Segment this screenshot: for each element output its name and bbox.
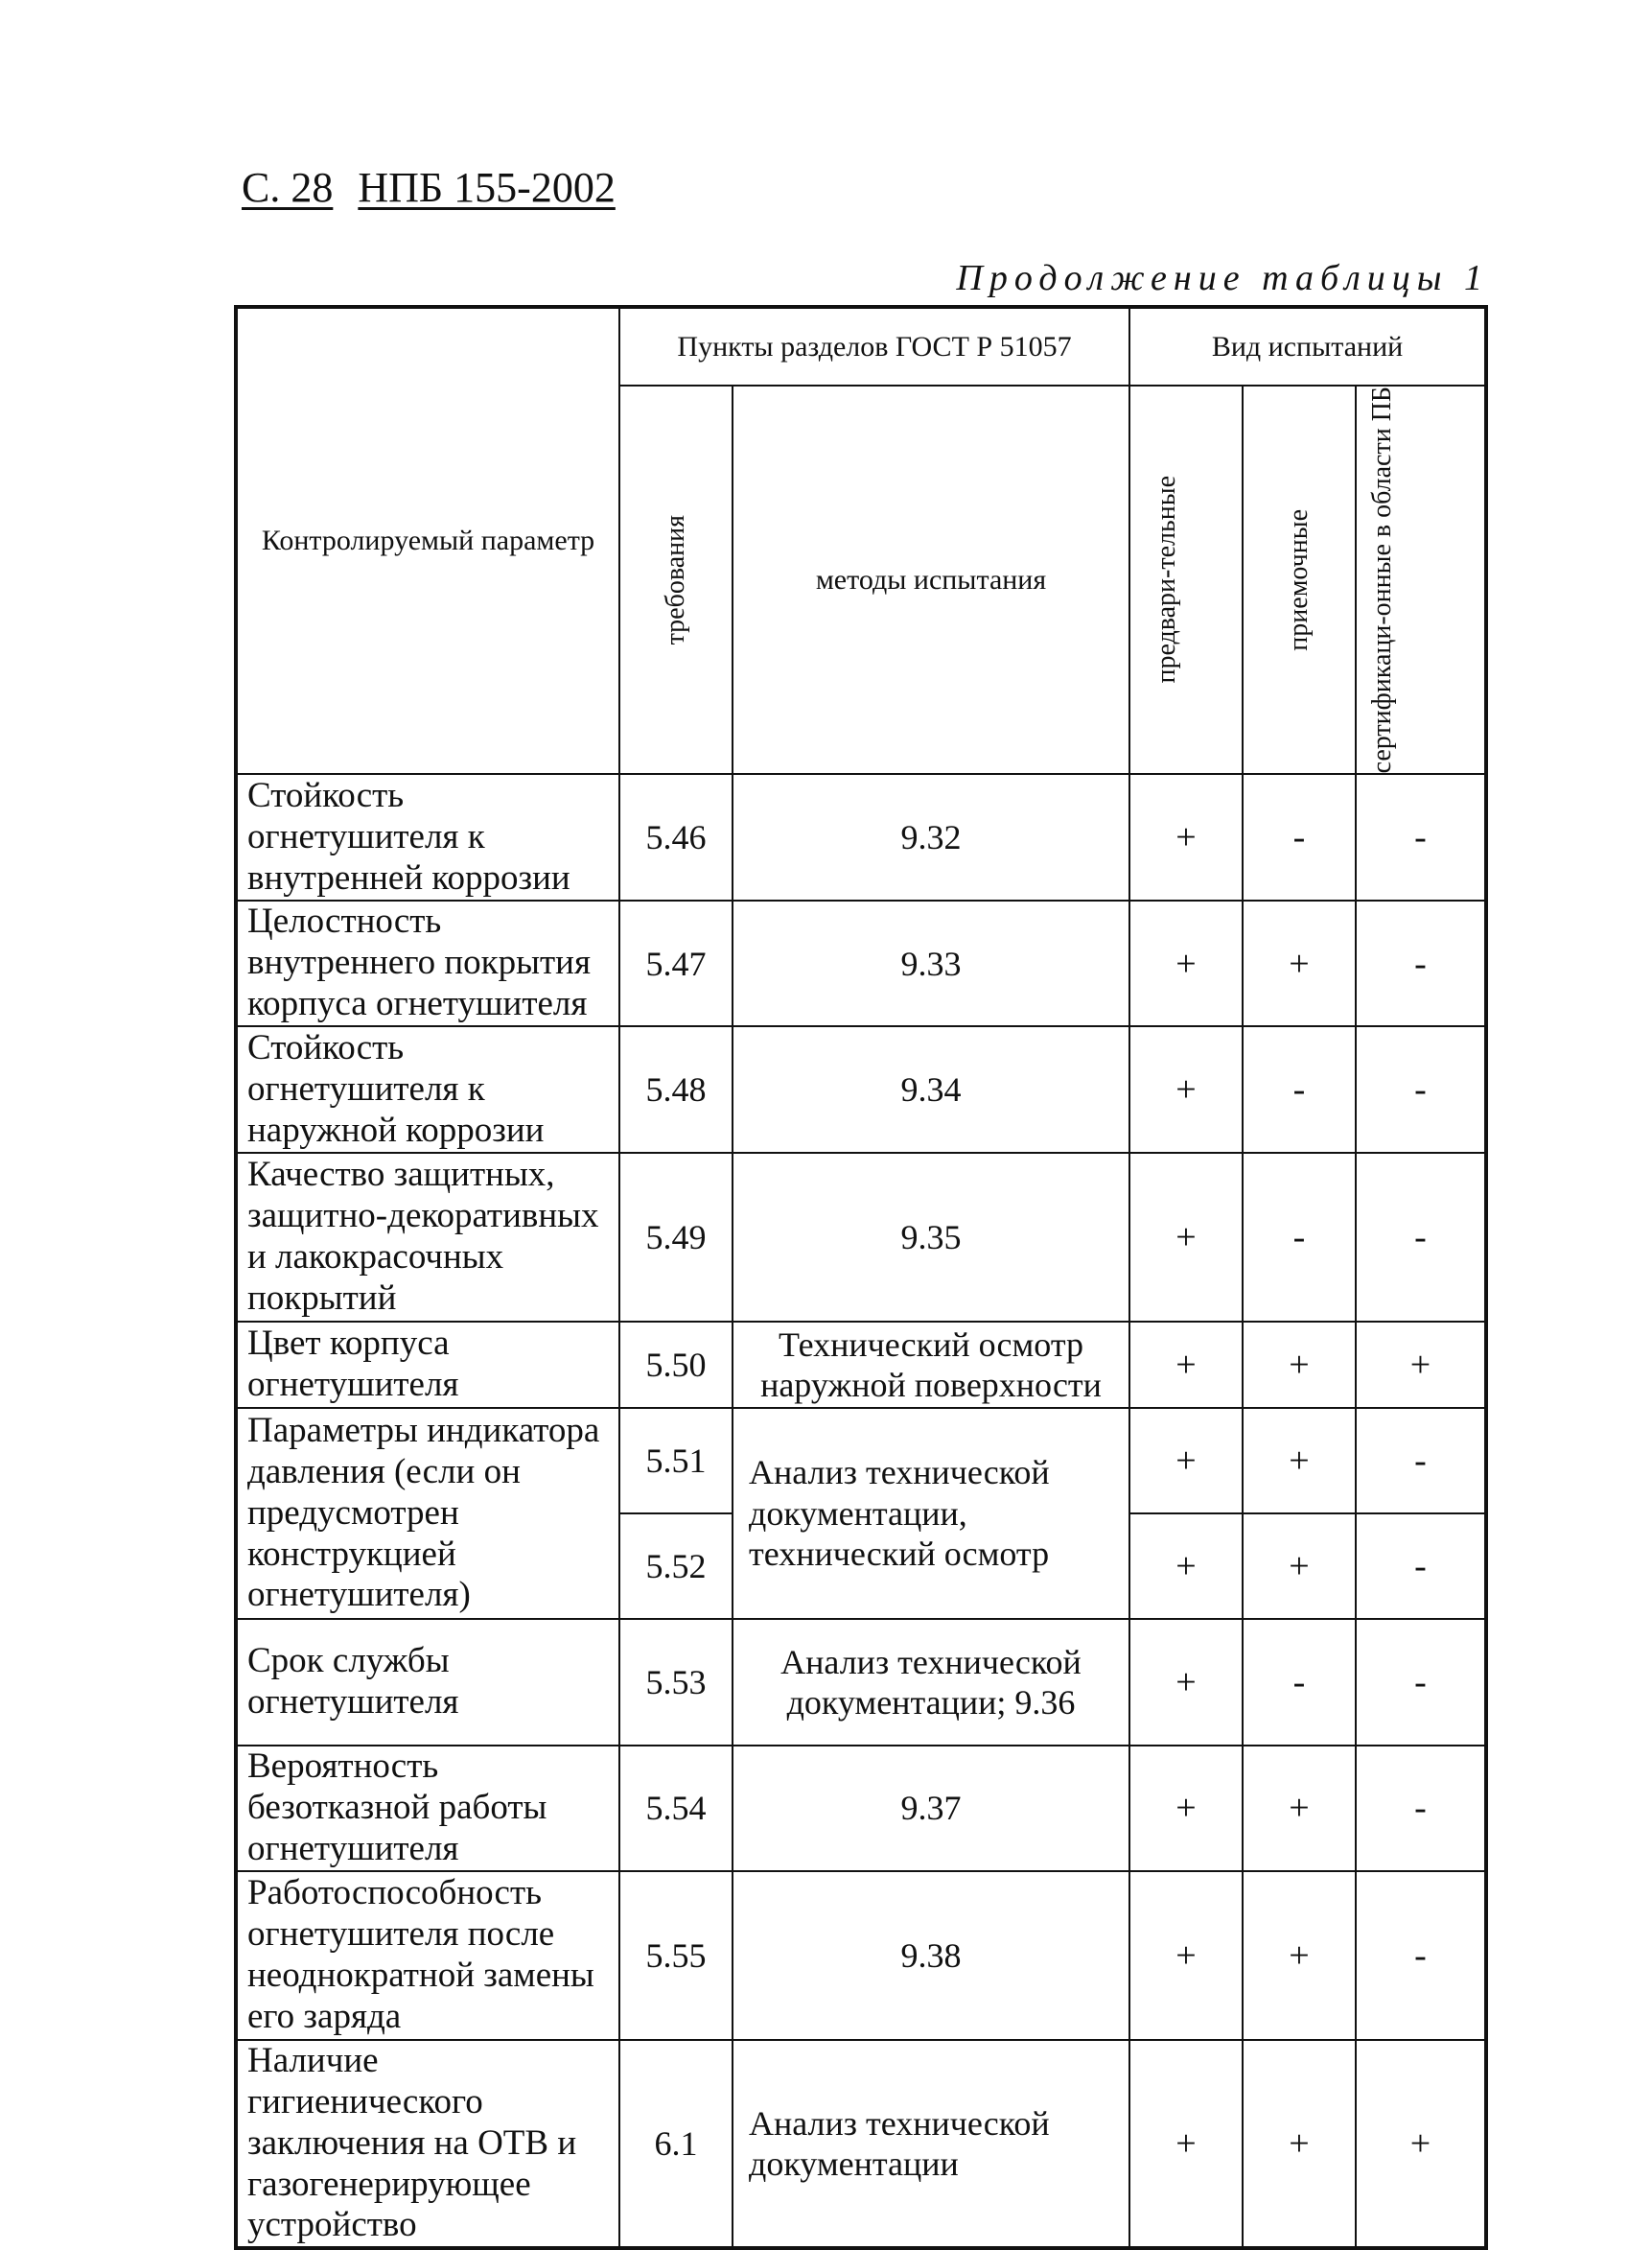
method-cell: Анализ технической документации, технический осмотр xyxy=(733,1408,1129,1619)
accept-cell: + xyxy=(1243,1513,1356,1619)
method-cell: 9.35 xyxy=(733,1153,1129,1322)
header-certification: сертификаци-онные в области ПБ xyxy=(1356,386,1486,774)
cert-cell: - xyxy=(1356,1619,1486,1746)
accept-cell: + xyxy=(1243,1871,1356,2040)
req-cell: 5.47 xyxy=(619,901,733,1026)
cert-cell: - xyxy=(1356,1871,1486,2040)
method-cell: Технический осмотр наружной поверхности xyxy=(733,1322,1129,1408)
prelim-cell: + xyxy=(1129,2040,1243,2249)
cert-cell: - xyxy=(1356,1153,1486,1322)
cert-cell: - xyxy=(1356,1513,1486,1619)
table-row xyxy=(236,1619,1486,1746)
table-row xyxy=(236,1871,1486,2040)
accept-cell: - xyxy=(1243,1026,1356,1153)
req-cell: 5.53 xyxy=(619,1619,733,1746)
req-cell: 5.50 xyxy=(619,1322,733,1408)
param-cell: Вероятность безотказной работы огнетушителя xyxy=(236,1746,619,1871)
method-cell: 9.33 xyxy=(733,901,1129,1026)
accept-cell: - xyxy=(1243,1153,1356,1322)
param-cell: Стойкость огнетушителя к наружной коррозии xyxy=(236,1026,619,1153)
header-preliminary: предвари-тельные xyxy=(1129,386,1243,774)
table-row xyxy=(236,1746,1486,1871)
page-header xyxy=(242,163,640,212)
prelim-cell: + xyxy=(1129,1619,1243,1746)
cert-cell: - xyxy=(1356,1746,1486,1871)
param-cell: Стойкость огнетушителя к внутренней коррозии xyxy=(236,774,619,901)
cert-cell: + xyxy=(1356,2040,1486,2249)
req-cell: 5.48 xyxy=(619,1026,733,1153)
accept-cell: + xyxy=(1243,1746,1356,1871)
prelim-cell: + xyxy=(1129,1746,1243,1871)
header-tests-group: Вид испытаний xyxy=(1129,307,1486,386)
table-row xyxy=(236,1322,1486,1408)
prelim-cell: + xyxy=(1129,1408,1243,1513)
method-cell: Анализ технической документации xyxy=(733,2040,1129,2249)
prelim-cell: + xyxy=(1129,1871,1243,2040)
param-cell: Качество защитных, защитно-декоративных и лакокрасочных покрытий xyxy=(236,1153,619,1322)
cert-cell: - xyxy=(1356,1408,1486,1513)
table-caption: Продолжение таблицы 1 xyxy=(956,258,1489,298)
cert-cell: + xyxy=(1356,1322,1486,1408)
header-param: Контролируемый параметр xyxy=(236,307,619,774)
prelim-cell: + xyxy=(1129,1322,1243,1408)
table-row xyxy=(236,774,1486,901)
table-row xyxy=(236,1026,1486,1153)
document-code: НПБ 155-2002 xyxy=(358,164,616,211)
test-table xyxy=(234,305,1488,2250)
prelim-cell: + xyxy=(1129,1026,1243,1153)
header-gost-group: Пункты разделов ГОСТ Р 51057 xyxy=(619,307,1129,386)
cert-cell: - xyxy=(1356,1026,1486,1153)
header-methods: методы испытания xyxy=(733,386,1129,774)
table-row xyxy=(236,1153,1486,1322)
prelim-cell: + xyxy=(1129,1513,1243,1619)
prelim-cell: + xyxy=(1129,901,1243,1026)
req-cell: 5.46 xyxy=(619,774,733,901)
param-cell: Наличие гигиенического заключения на ОТВ и газогенерирующее устройство xyxy=(236,2040,619,2249)
prelim-cell: + xyxy=(1129,1153,1243,1322)
method-cell: 9.38 xyxy=(733,1871,1129,2040)
accept-cell: + xyxy=(1243,1408,1356,1513)
accept-cell: - xyxy=(1243,774,1356,901)
cert-cell: - xyxy=(1356,901,1486,1026)
req-cell: 5.51 xyxy=(619,1408,733,1513)
param-cell: Срок службы огнетушителя xyxy=(236,1619,619,1746)
req-cell: 6.1 xyxy=(619,2040,733,2249)
prelim-cell: + xyxy=(1129,774,1243,901)
param-cell: Цвет корпуса огнетушителя xyxy=(236,1322,619,1408)
req-cell: 5.54 xyxy=(619,1746,733,1871)
accept-cell: + xyxy=(1243,1322,1356,1408)
method-cell: Анализ технической документации; 9.36 xyxy=(733,1619,1129,1746)
req-cell: 5.49 xyxy=(619,1153,733,1322)
table-row xyxy=(236,901,1486,1026)
param-cell: Целостность внутреннего покрытия корпуса огнетушителя xyxy=(236,901,619,1026)
accept-cell: - xyxy=(1243,1619,1356,1746)
method-cell: 9.37 xyxy=(733,1746,1129,1871)
table-row xyxy=(236,1408,1486,1513)
req-cell: 5.55 xyxy=(619,1871,733,2040)
cert-cell: - xyxy=(1356,774,1486,901)
param-cell: Работоспособность огнетушителя после неоднократной замены его заряда xyxy=(236,1871,619,2040)
param-cell: Параметры индикатора давления (если он предусмотрен конструкцией огнетушителя) xyxy=(236,1408,619,1619)
req-cell: 5.52 xyxy=(619,1513,733,1619)
header-requirements: требования xyxy=(619,386,733,774)
header-acceptance: приемочные xyxy=(1243,386,1356,774)
page-number: С. 28 xyxy=(242,164,334,211)
method-cell: 9.32 xyxy=(733,774,1129,901)
table-row xyxy=(236,2040,1486,2249)
accept-cell: + xyxy=(1243,901,1356,1026)
accept-cell: + xyxy=(1243,2040,1356,2249)
method-cell: 9.34 xyxy=(733,1026,1129,1153)
